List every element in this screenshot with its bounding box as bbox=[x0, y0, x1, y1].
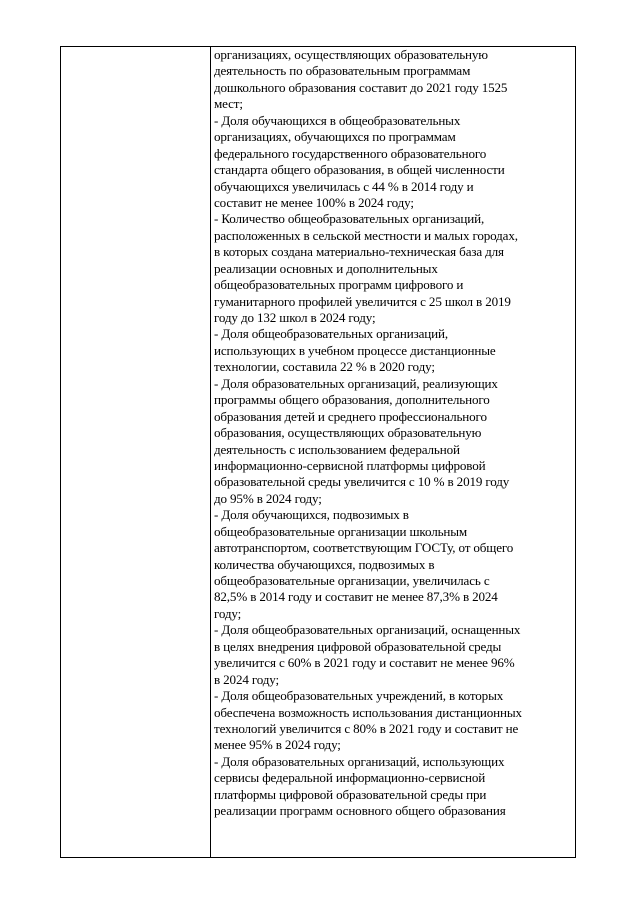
text-line: общеобразовательных программ цифрового и bbox=[214, 277, 464, 293]
text-line: программы общего образования, дополнительного bbox=[214, 392, 490, 408]
text-line: году до 132 школ в 2024 году; bbox=[214, 310, 376, 325]
text-line: дошкольного образования составит до 2021 году 1525 bbox=[214, 79, 508, 95]
text-line: организациях, обучающихся по программам bbox=[214, 129, 456, 145]
text-line: в 2024 году; bbox=[214, 671, 280, 687]
document-table bbox=[60, 46, 576, 858]
text-line: увеличится с 60% в 2021 году и составит не менее 96% bbox=[214, 655, 515, 671]
text-line: образовательной среды увеличится с 10 % в 2019 году bbox=[214, 474, 510, 490]
text-line: образования, осуществляющих образовательную bbox=[214, 425, 482, 441]
text-line: - Доля обучающихся, подвозимых в bbox=[214, 507, 409, 523]
text-line: - Количество общеобразовательных организаций, bbox=[214, 211, 485, 227]
text-line: в целях внедрения цифровой образовательной среды bbox=[214, 638, 502, 654]
text-line: в которых создана материально-техническая база для bbox=[214, 244, 504, 260]
text-line: - Доля общеобразовательных организаций, оснащенных bbox=[214, 622, 521, 638]
text-line: обеспечена возможность использования дистанционных bbox=[214, 704, 522, 720]
text-line: общеобразовательные организации школьным bbox=[214, 523, 468, 539]
text-line: мест; bbox=[214, 96, 243, 112]
text-line: расположенных в сельской местности и малых городах, bbox=[214, 227, 518, 243]
text-line: 82,5% в 2014 году и составит не менее 87,3% в 2024 bbox=[214, 589, 498, 605]
text-line: сервисы федеральной информационно-сервисной bbox=[214, 770, 486, 786]
text-line: - Доля образовательных организаций, реализующих bbox=[214, 375, 498, 391]
text-line: организациях, осуществляющих образовательную bbox=[214, 47, 488, 62]
text-line: деятельность по образовательным программам bbox=[214, 63, 471, 79]
text-line: технологий увеличится с 80% в 2021 году и составит не bbox=[214, 720, 519, 736]
text-line: - Доля обучающихся в общеобразовательных bbox=[214, 112, 461, 128]
text-line: менее 95% в 2024 году; bbox=[214, 737, 341, 753]
text-line: информационно-сервисной платформы цифровой bbox=[214, 457, 486, 473]
text-line: реализации программ основного общего образования bbox=[214, 803, 506, 819]
text-line: гуманитарного профилей увеличится с 25 школ в 2019 bbox=[214, 293, 511, 309]
text-line: - Доля образовательных организаций, использующих bbox=[214, 753, 505, 769]
text-line: технологии, составила 22 % в 2020 году; bbox=[214, 359, 435, 375]
table-cell-left-empty bbox=[61, 47, 211, 857]
text-line: общеобразовательные организации, увеличилась с bbox=[214, 573, 490, 588]
table-cell-indicators-text bbox=[211, 47, 575, 857]
text-line: количества обучающихся, подвозимых в bbox=[214, 556, 435, 572]
text-line: платформы цифровой образовательной среды при bbox=[214, 786, 487, 802]
text-line: обучающихся увеличилась с 44 % в 2014 году и bbox=[214, 178, 474, 194]
text-line: федерального государственного образовательного bbox=[214, 145, 487, 161]
text-line: реализации основных и дополнительных bbox=[214, 260, 438, 276]
text-line: деятельность с использованием федеральной bbox=[214, 441, 460, 457]
text-line: стандарта общего образования, в общей численности bbox=[214, 162, 505, 178]
text-line: до 95% в 2024 году; bbox=[214, 490, 322, 506]
text-line: составит не менее 100% в 2024 году; bbox=[214, 194, 414, 210]
text-line: образования детей и среднего профессионального bbox=[214, 408, 487, 424]
text-line: году; bbox=[214, 605, 242, 621]
text-line: - Доля общеобразовательных организаций, bbox=[214, 326, 448, 342]
text-line: - Доля общеобразовательных учреждений, в которых bbox=[214, 688, 504, 704]
text-line: автотранспортом, соответствующим ГОСТу, от общего bbox=[214, 540, 514, 556]
text-line: использующих в учебном процессе дистанционные bbox=[214, 342, 496, 358]
